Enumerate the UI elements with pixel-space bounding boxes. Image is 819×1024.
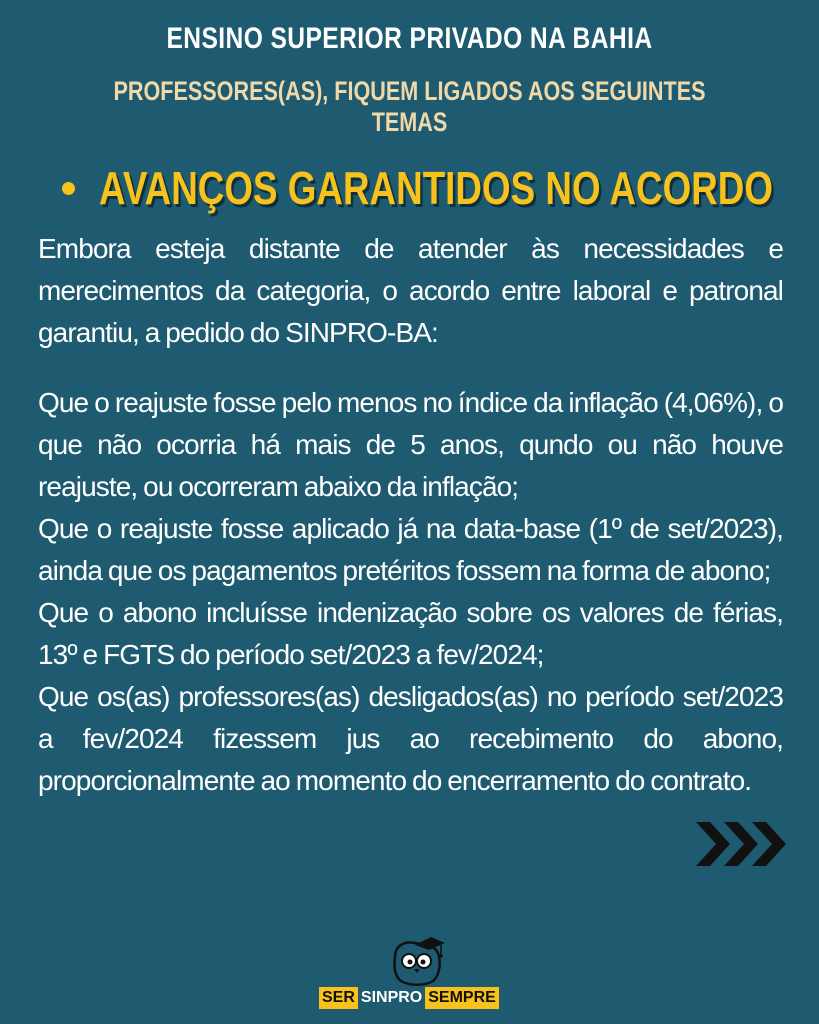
owl-graduation-cap-icon [387, 935, 447, 987]
list-item: Que o reajuste fosse pelo menos no índice da inflação (4,06%), o que não ocorria há mais de 5 anos, qundo ou não houve reajuste, ou ocorreram abaixo da inflação; [38, 387, 783, 502]
section-heading-text: AVANÇOS GARANTIDOS NO ACORDO [99, 162, 773, 214]
paragraph-gap [38, 354, 783, 382]
list-item: Que os(as) professores(as) desligados(as) no período set/2023 a fev/2024 fizessem jus ao recebimento do abono, proporcionalmente ao momento do encerramento do contrato. [38, 681, 783, 796]
list-item: Que o abono incluísse indenização sobre os valores de férias, 13º e FGTS do período set/2023 a fev/2024; [38, 597, 783, 670]
body-text [38, 228, 783, 802]
logo-part-sinpro: SINPRO [358, 987, 425, 1009]
page-title: ENSINO SUPERIOR PRIVADO NA BAHIA [166, 22, 653, 55]
page-subtitle: PROFESSORES(AS), FIQUEM LIGADOS AOS SEGUINTES TEMAS [113, 76, 706, 137]
logo-wordmark [319, 987, 499, 1009]
intro-paragraph: Embora esteja distante de atender às necessidades e merecimentos da categoria, o acordo entre laboral e patronal garantiu, a pedido do SINPRO-BA: [38, 233, 783, 348]
logo-part-ser: SER [319, 987, 358, 1009]
logo-part-sempre: SEMPRE [425, 987, 499, 1009]
footer-logo [319, 935, 501, 1015]
list-item: Que o reajuste fosse aplicado já na data-base (1º de set/2023), ainda que os pagamentos pretéritos fossem na forma de abono; [38, 513, 783, 586]
bullet-icon [62, 182, 75, 195]
triple-chevron-right-icon[interactable] [694, 820, 790, 868]
section-heading [62, 160, 819, 216]
